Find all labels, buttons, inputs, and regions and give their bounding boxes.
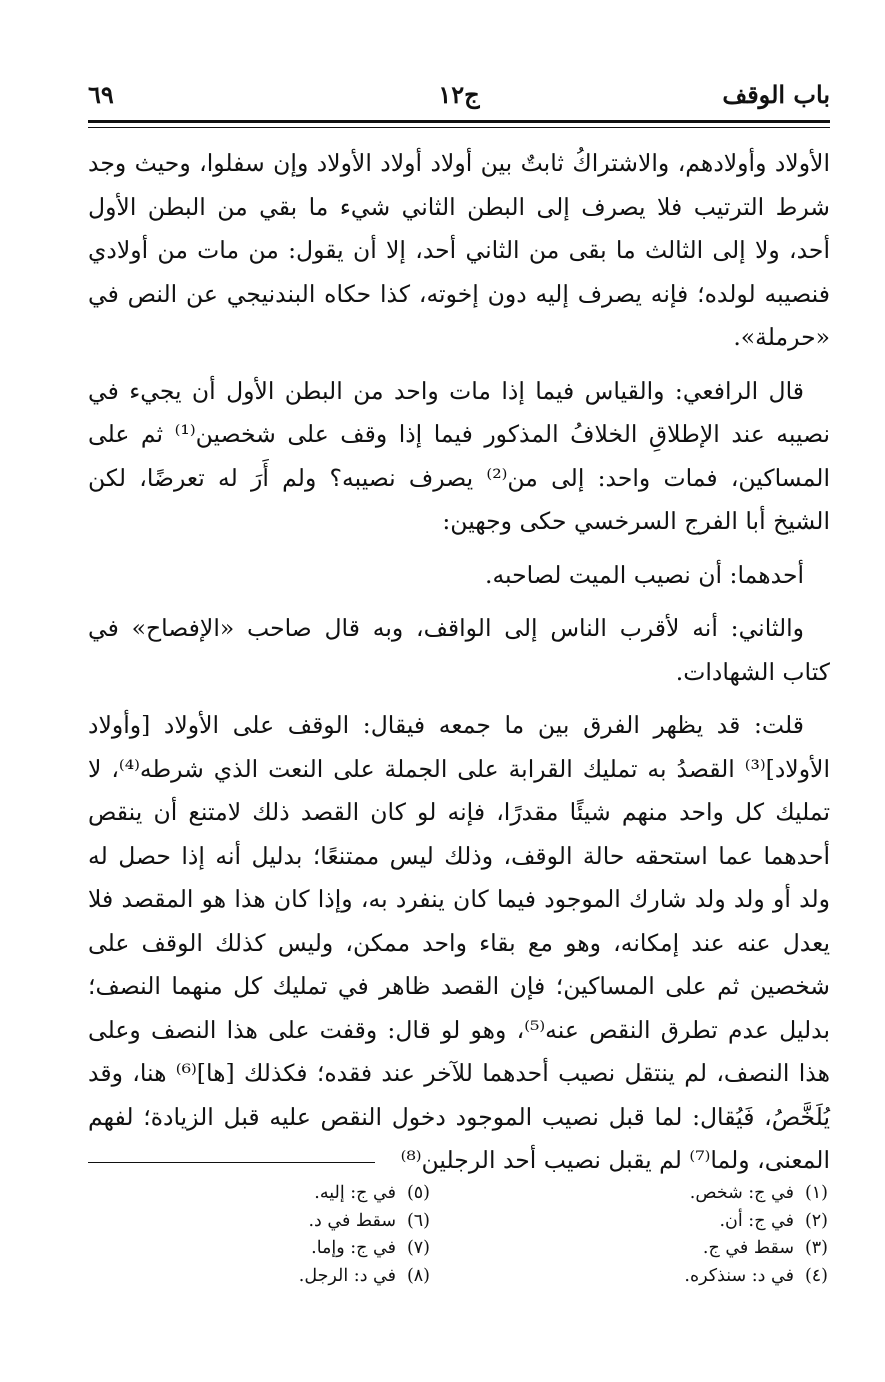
footnote: (٦)سقط في د.	[308, 1210, 430, 1231]
footnote-column-right	[528, 1180, 828, 1290]
footnote: (٨)في د: الرجل.	[298, 1265, 430, 1286]
paragraph: الأولاد وأولادهم، والاشتراكُ ثابتٌ بين أولاد أولاد الأولاد وإن سفلوا، وحيث وجد شرط الترتيب فلا يصرف إلى البطن الثاني شيء ما بقي من البطن الأول أحد، ولا إلى الثالث ما بقى من الثاني أحد، إلا أن يقول: من مات من أولادي فنصيبه لولده؛ فإنه يصرف إليه دون إخوته، كذا حكاه البندنيجي عن النص في «حرملة».	[88, 149, 830, 351]
footnote-column-left	[130, 1180, 430, 1290]
paragraph: والثاني: أنه لأقرب الناس إلى الواقف، وبه قال صاحب «الإفصاح» في كتاب الشهادات.	[88, 614, 830, 686]
footnotes	[88, 1180, 830, 1320]
paragraph: قال الرافعي: والقياس فيما إذا مات واحد من البطن الأول أن يجيء في نصيبه عند الإطلاقِ الخلافُ المذكور فيما إذا وقف على شخصين⁽¹⁾ ثم على المساكين، فمات واحد: إلى من⁽²⁾ يصرف نصيبه؟ ولم أَرَ له تعرضًا، لكن الشيخ أبا الفرج السرخسي حكى وجهين:	[88, 376, 831, 535]
footnote: (٧)في ج: وإما.	[311, 1238, 430, 1258]
volume-label: ج١٢	[438, 80, 480, 109]
footnote: (٥)في ج: إليه.	[314, 1183, 430, 1203]
footnote: (٣)سقط في ج.	[702, 1238, 828, 1258]
paragraph: أحدهما: أن نصيب الميت لصاحبه.	[484, 560, 804, 589]
running-header	[88, 80, 830, 120]
chapter-title: باب الوقف	[722, 80, 830, 109]
footnote-separator	[88, 1162, 375, 1163]
paragraph: قلت: قد يظهر الفرق بين ما جمعه فيقال: الوقف على الأولاد [وأولاد الأولاد]⁽³⁾ القصدُ به تمليك القرابة على الجملة على النعت الذي شرطه⁽⁴⁾، لا تمليك كل واحد منهم شيئًا مقدرًا، فإنه لو كان القصد ذلك لامتنع أن ينقص أحدهما عما استحقه حالة الوقف، وذلك ليس ممتنعًا؛ بدليل أنه إذا حصل له ولد أو ولد ولد شارك الموجود فيما كان ينفرد به، وإذا كان هذا هو المقصد فلا يعدل عنه عند إمكانه، وهو مع بقاء واحد ممكن، وليس كذلك الوقف على شخصين ثم على المساكين؛ فإن القصد ظاهر في تمليك كل منهما النصف؛ بدليل عدم تطرق النقص عنه⁽⁵⁾، وهو لو قال: وقفت على هذا النصف وعلى هذا النصف، لم ينتقل نصيب أحدهما للآخر عند فقده؛ فكذلك [ها]⁽⁶⁾ هنا، وقد يُلَخَّصُ، فَيُقال: لما قبل نصيب الموجود دخول النقص عليه قبل الزيادة؛ لفهم المعنى، ولما⁽⁷⁾ لم يقبل نصيب أحد الرجلين⁽⁸⁾	[88, 711, 831, 1174]
header-rule-thick	[88, 120, 830, 123]
page-number: ٦٩	[88, 80, 114, 109]
footnote: (١)في ج: شخص.	[689, 1183, 828, 1203]
footnote: (٤)في د: سنذكره.	[684, 1265, 828, 1286]
footnote: (٢)في ج: أن.	[719, 1210, 828, 1231]
main-text	[88, 142, 830, 1193]
book-page	[88, 0, 830, 1382]
header-rule-thin	[88, 127, 830, 128]
